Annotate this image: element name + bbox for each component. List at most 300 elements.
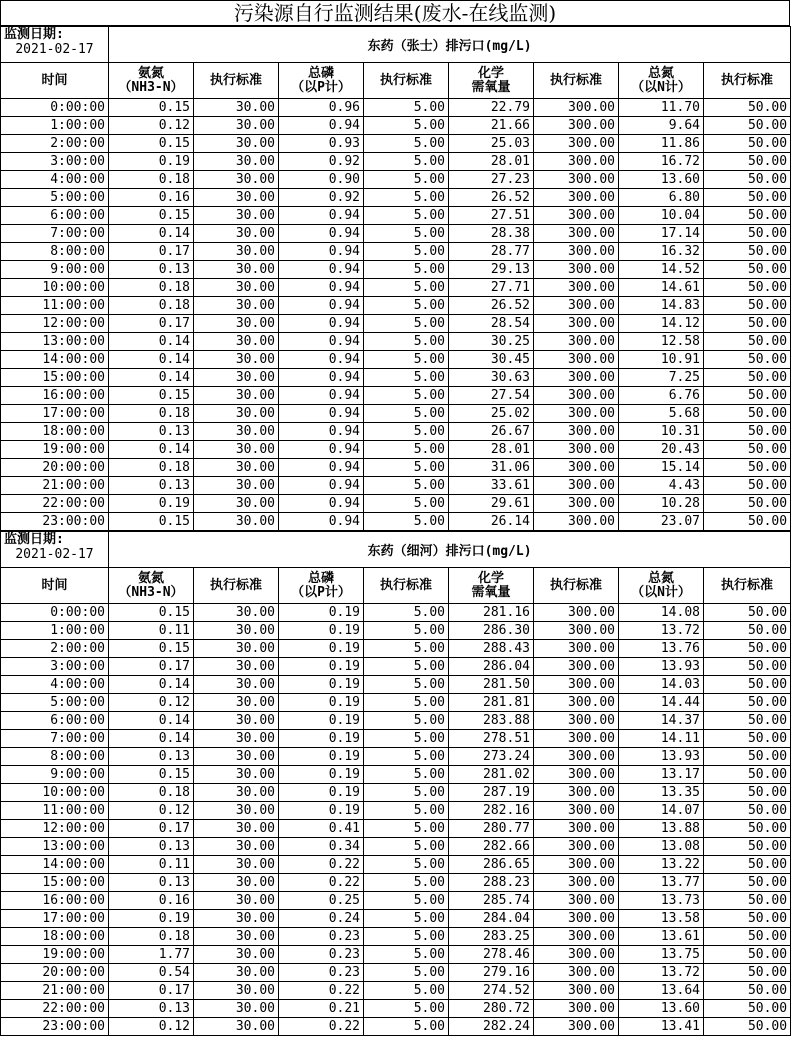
- value-cell: 30.00: [194, 315, 279, 333]
- monitoring-table: [0, 531, 791, 1036]
- value-cell: 21.66: [449, 117, 534, 135]
- monitoring-date-cell: [1, 27, 109, 63]
- value-cell: 300.00: [534, 117, 619, 135]
- time-cell: 17:00:00: [1, 910, 109, 928]
- monitoring-table: [0, 26, 791, 531]
- time-cell: 18:00:00: [1, 928, 109, 946]
- date-value: 2021-02-17: [15, 547, 94, 562]
- value-cell: 50.00: [704, 658, 791, 676]
- report-title: 污染源自行监测结果(废水-在线监测): [0, 0, 790, 26]
- value-cell: 30.00: [194, 171, 279, 189]
- value-cell: 5.00: [364, 135, 449, 153]
- table-row: [1, 513, 791, 531]
- value-cell: 13.22: [619, 856, 704, 874]
- value-cell: 5.00: [364, 279, 449, 297]
- value-cell: 0.94: [279, 117, 364, 135]
- value-cell: 0.18: [109, 171, 194, 189]
- value-cell: 282.24: [449, 1018, 534, 1036]
- value-cell: 14.61: [619, 279, 704, 297]
- value-cell: 0.19: [279, 748, 364, 766]
- value-cell: 28.38: [449, 225, 534, 243]
- time-cell: 1:00:00: [1, 622, 109, 640]
- value-cell: 13.88: [619, 820, 704, 838]
- value-cell: 0.23: [279, 946, 364, 964]
- value-cell: 20.43: [619, 441, 704, 459]
- time-cell: 21:00:00: [1, 477, 109, 495]
- value-cell: 300.00: [534, 153, 619, 171]
- value-cell: 10.28: [619, 495, 704, 513]
- table-row: [1, 676, 791, 694]
- value-cell: 30.00: [194, 910, 279, 928]
- time-cell: 9:00:00: [1, 766, 109, 784]
- value-cell: 22.79: [449, 99, 534, 117]
- value-cell: 300.00: [534, 207, 619, 225]
- value-cell: 13.08: [619, 838, 704, 856]
- time-cell: 7:00:00: [1, 730, 109, 748]
- value-cell: 27.71: [449, 279, 534, 297]
- value-cell: 13.41: [619, 1018, 704, 1036]
- value-cell: 0.54: [109, 964, 194, 982]
- table-row: [1, 766, 791, 784]
- value-cell: 13.60: [619, 171, 704, 189]
- header-nitrogen-line: （以N计）: [631, 79, 691, 95]
- value-cell: 0.19: [279, 784, 364, 802]
- value-cell: 0.94: [279, 243, 364, 261]
- header-standard: 执行标准: [194, 568, 279, 604]
- table-row: [1, 333, 791, 351]
- value-cell: 0.22: [279, 856, 364, 874]
- value-cell: 5.00: [364, 297, 449, 315]
- table-row: [1, 1000, 791, 1018]
- date-label: 监测日期:: [4, 27, 64, 42]
- value-cell: 300.00: [534, 279, 619, 297]
- value-cell: 0.19: [279, 694, 364, 712]
- value-cell: 5.00: [364, 441, 449, 459]
- time-cell: 19:00:00: [1, 946, 109, 964]
- value-cell: 5.00: [364, 712, 449, 730]
- value-cell: 5.00: [364, 225, 449, 243]
- value-cell: 16.32: [619, 243, 704, 261]
- value-cell: 300.00: [534, 315, 619, 333]
- table-row: [1, 99, 791, 117]
- table-row: [1, 964, 791, 982]
- value-cell: 0.18: [109, 405, 194, 423]
- header-nitrogen-line: （以N计）: [631, 584, 691, 600]
- time-cell: 2:00:00: [1, 135, 109, 153]
- value-cell: 5.00: [364, 874, 449, 892]
- value-cell: 9.64: [619, 117, 704, 135]
- value-cell: 0.25: [279, 892, 364, 910]
- value-cell: 50.00: [704, 333, 791, 351]
- value-cell: 0.15: [109, 387, 194, 405]
- value-cell: 300.00: [534, 1000, 619, 1018]
- value-cell: 50.00: [704, 153, 791, 171]
- value-cell: 30.00: [194, 117, 279, 135]
- time-cell: 12:00:00: [1, 820, 109, 838]
- header-ammonia: [109, 63, 194, 99]
- value-cell: 300.00: [534, 261, 619, 279]
- value-cell: 27.54: [449, 387, 534, 405]
- table-row: [1, 622, 791, 640]
- value-cell: 5.00: [364, 1018, 449, 1036]
- value-cell: 300.00: [534, 1018, 619, 1036]
- value-cell: 5.00: [364, 387, 449, 405]
- site-name: 东药（细河）排污口(mg/L): [109, 532, 791, 568]
- value-cell: 300.00: [534, 477, 619, 495]
- date-label: 监测日期:: [4, 532, 64, 547]
- table-row: [1, 730, 791, 748]
- table-row: [1, 946, 791, 964]
- value-cell: 0.19: [109, 153, 194, 171]
- value-cell: 30.00: [194, 225, 279, 243]
- value-cell: 30.00: [194, 748, 279, 766]
- value-cell: 5.00: [364, 676, 449, 694]
- time-cell: 12:00:00: [1, 315, 109, 333]
- value-cell: 5.00: [364, 117, 449, 135]
- value-cell: 30.00: [194, 640, 279, 658]
- time-cell: 0:00:00: [1, 604, 109, 622]
- value-cell: 300.00: [534, 495, 619, 513]
- value-cell: 300.00: [534, 856, 619, 874]
- value-cell: 50.00: [704, 459, 791, 477]
- value-cell: 5.00: [364, 820, 449, 838]
- value-cell: 300.00: [534, 387, 619, 405]
- value-cell: 30.00: [194, 279, 279, 297]
- value-cell: 300.00: [534, 333, 619, 351]
- value-cell: 30.00: [194, 982, 279, 1000]
- header-ammonia-line: （NH3-N）: [118, 79, 184, 95]
- value-cell: 30.00: [194, 928, 279, 946]
- value-cell: 13.17: [619, 766, 704, 784]
- time-cell: 4:00:00: [1, 676, 109, 694]
- header-nitrogen-line: 总氮: [647, 570, 674, 586]
- value-cell: 281.50: [449, 676, 534, 694]
- value-cell: 50.00: [704, 622, 791, 640]
- table-row: [1, 261, 791, 279]
- value-cell: 0.17: [109, 315, 194, 333]
- table-row: [1, 874, 791, 892]
- value-cell: 50.00: [704, 243, 791, 261]
- table-row: [1, 351, 791, 369]
- value-cell: 0.19: [279, 730, 364, 748]
- value-cell: 300.00: [534, 712, 619, 730]
- value-cell: 50.00: [704, 351, 791, 369]
- header-standard: 执行标准: [534, 568, 619, 604]
- value-cell: 5.00: [364, 405, 449, 423]
- value-cell: 300.00: [534, 441, 619, 459]
- value-cell: 30.00: [194, 658, 279, 676]
- value-cell: 300.00: [534, 604, 619, 622]
- value-cell: 5.00: [364, 910, 449, 928]
- value-cell: 300.00: [534, 874, 619, 892]
- value-cell: 274.52: [449, 982, 534, 1000]
- value-cell: 5.00: [364, 928, 449, 946]
- value-cell: 33.61: [449, 477, 534, 495]
- value-cell: 25.02: [449, 405, 534, 423]
- table-row: [1, 297, 791, 315]
- value-cell: 30.00: [194, 892, 279, 910]
- table-row: [1, 243, 791, 261]
- time-cell: 20:00:00: [1, 964, 109, 982]
- value-cell: 16.72: [619, 153, 704, 171]
- value-cell: 5.68: [619, 405, 704, 423]
- value-cell: 281.81: [449, 694, 534, 712]
- table-row: [1, 802, 791, 820]
- value-cell: 0.19: [279, 622, 364, 640]
- time-cell: 16:00:00: [1, 892, 109, 910]
- value-cell: 279.16: [449, 964, 534, 982]
- table-row: [1, 423, 791, 441]
- time-cell: 1:00:00: [1, 117, 109, 135]
- value-cell: 0.94: [279, 423, 364, 441]
- value-cell: 7.25: [619, 369, 704, 387]
- table-row: [1, 279, 791, 297]
- value-cell: 50.00: [704, 225, 791, 243]
- value-cell: 5.00: [364, 946, 449, 964]
- value-cell: 0.16: [109, 189, 194, 207]
- value-cell: 0.94: [279, 315, 364, 333]
- value-cell: 50.00: [704, 928, 791, 946]
- value-cell: 27.51: [449, 207, 534, 225]
- value-cell: 50.00: [704, 766, 791, 784]
- value-cell: 14.12: [619, 315, 704, 333]
- value-cell: 5.00: [364, 766, 449, 784]
- value-cell: 26.52: [449, 297, 534, 315]
- time-cell: 9:00:00: [1, 261, 109, 279]
- header-time: 时间: [1, 63, 109, 99]
- value-cell: 30.00: [194, 1018, 279, 1036]
- value-cell: 0.18: [109, 928, 194, 946]
- time-cell: 3:00:00: [1, 658, 109, 676]
- value-cell: 13.64: [619, 982, 704, 1000]
- value-cell: 0.19: [279, 604, 364, 622]
- header-cod-line: 需氧量: [471, 79, 511, 95]
- time-cell: 14:00:00: [1, 351, 109, 369]
- time-cell: 3:00:00: [1, 153, 109, 171]
- value-cell: 280.77: [449, 820, 534, 838]
- value-cell: 284.04: [449, 910, 534, 928]
- time-cell: 11:00:00: [1, 802, 109, 820]
- value-cell: 1.77: [109, 946, 194, 964]
- value-cell: 0.19: [279, 712, 364, 730]
- header-nitrogen: [619, 63, 704, 99]
- value-cell: 50.00: [704, 279, 791, 297]
- table-row: [1, 315, 791, 333]
- value-cell: 10.04: [619, 207, 704, 225]
- value-cell: 300.00: [534, 189, 619, 207]
- value-cell: 50.00: [704, 513, 791, 531]
- value-cell: 300.00: [534, 766, 619, 784]
- value-cell: 50.00: [704, 964, 791, 982]
- value-cell: 0.94: [279, 225, 364, 243]
- value-cell: 29.13: [449, 261, 534, 279]
- time-cell: 19:00:00: [1, 441, 109, 459]
- time-cell: 18:00:00: [1, 423, 109, 441]
- value-cell: 15.14: [619, 459, 704, 477]
- column-header-row: [1, 63, 791, 99]
- value-cell: 50.00: [704, 423, 791, 441]
- time-cell: 21:00:00: [1, 982, 109, 1000]
- value-cell: 50.00: [704, 189, 791, 207]
- value-cell: 0.15: [109, 640, 194, 658]
- value-cell: 0.17: [109, 243, 194, 261]
- value-cell: 281.16: [449, 604, 534, 622]
- value-cell: 300.00: [534, 99, 619, 117]
- time-cell: 15:00:00: [1, 369, 109, 387]
- value-cell: 300.00: [534, 135, 619, 153]
- table-row: [1, 135, 791, 153]
- value-cell: 13.76: [619, 640, 704, 658]
- value-cell: 0.14: [109, 730, 194, 748]
- value-cell: 30.00: [194, 495, 279, 513]
- value-cell: 0.41: [279, 820, 364, 838]
- value-cell: 28.54: [449, 315, 534, 333]
- header-phosphorus: [279, 63, 364, 99]
- value-cell: 30.00: [194, 676, 279, 694]
- value-cell: 30.00: [194, 189, 279, 207]
- value-cell: 0.14: [109, 712, 194, 730]
- value-cell: 0.94: [279, 279, 364, 297]
- time-cell: 8:00:00: [1, 243, 109, 261]
- value-cell: 30.00: [194, 730, 279, 748]
- value-cell: 0.18: [109, 279, 194, 297]
- value-cell: 0.90: [279, 171, 364, 189]
- header-cod-line: 化学: [477, 570, 504, 586]
- value-cell: 50.00: [704, 387, 791, 405]
- table-row: [1, 838, 791, 856]
- value-cell: 0.94: [279, 297, 364, 315]
- time-cell: 10:00:00: [1, 279, 109, 297]
- value-cell: 285.74: [449, 892, 534, 910]
- value-cell: 13.93: [619, 748, 704, 766]
- value-cell: 300.00: [534, 369, 619, 387]
- value-cell: 0.22: [279, 874, 364, 892]
- value-cell: 30.00: [194, 333, 279, 351]
- table-row: [1, 694, 791, 712]
- table-row: [1, 459, 791, 477]
- value-cell: 29.61: [449, 495, 534, 513]
- time-cell: 15:00:00: [1, 874, 109, 892]
- value-cell: 50.00: [704, 99, 791, 117]
- value-cell: 300.00: [534, 423, 619, 441]
- value-cell: 50.00: [704, 730, 791, 748]
- value-cell: 10.91: [619, 351, 704, 369]
- value-cell: 50.00: [704, 910, 791, 928]
- value-cell: 0.13: [109, 423, 194, 441]
- value-cell: 30.00: [194, 387, 279, 405]
- value-cell: 0.15: [109, 135, 194, 153]
- value-cell: 0.13: [109, 874, 194, 892]
- value-cell: 0.13: [109, 838, 194, 856]
- value-cell: 300.00: [534, 946, 619, 964]
- header-phosphorus-line: （以P计）: [291, 584, 351, 600]
- header-cod-line: 化学: [477, 65, 504, 81]
- value-cell: 13.72: [619, 964, 704, 982]
- value-cell: 288.43: [449, 640, 534, 658]
- value-cell: 5.00: [364, 856, 449, 874]
- value-cell: 30.00: [194, 441, 279, 459]
- value-cell: 300.00: [534, 171, 619, 189]
- value-cell: 0.19: [279, 766, 364, 784]
- table-row: [1, 784, 791, 802]
- value-cell: 286.65: [449, 856, 534, 874]
- value-cell: 300.00: [534, 640, 619, 658]
- value-cell: 0.19: [109, 495, 194, 513]
- time-cell: 17:00:00: [1, 405, 109, 423]
- value-cell: 300.00: [534, 658, 619, 676]
- value-cell: 280.72: [449, 1000, 534, 1018]
- value-cell: 13.61: [619, 928, 704, 946]
- value-cell: 0.94: [279, 333, 364, 351]
- value-cell: 300.00: [534, 784, 619, 802]
- value-cell: 30.00: [194, 459, 279, 477]
- value-cell: 5.00: [364, 964, 449, 982]
- value-cell: 13.60: [619, 1000, 704, 1018]
- value-cell: 0.13: [109, 477, 194, 495]
- value-cell: 300.00: [534, 928, 619, 946]
- value-cell: 50.00: [704, 207, 791, 225]
- table-row: [1, 820, 791, 838]
- value-cell: 17.14: [619, 225, 704, 243]
- value-cell: 5.00: [364, 333, 449, 351]
- value-cell: 0.14: [109, 441, 194, 459]
- value-cell: 30.00: [194, 712, 279, 730]
- header-phosphorus-line: 总磷: [307, 65, 334, 81]
- value-cell: 5.00: [364, 982, 449, 1000]
- time-cell: 14:00:00: [1, 856, 109, 874]
- value-cell: 300.00: [534, 459, 619, 477]
- header-cod-line: 需氧量: [471, 584, 511, 600]
- table-row: [1, 856, 791, 874]
- value-cell: 11.70: [619, 99, 704, 117]
- value-cell: 278.46: [449, 946, 534, 964]
- value-cell: 30.00: [194, 604, 279, 622]
- value-cell: 300.00: [534, 748, 619, 766]
- table-row: [1, 982, 791, 1000]
- table-row: [1, 477, 791, 495]
- value-cell: 13.77: [619, 874, 704, 892]
- value-cell: 300.00: [534, 351, 619, 369]
- value-cell: 30.00: [194, 784, 279, 802]
- header-ammonia-line: 氨氮: [137, 65, 164, 81]
- value-cell: 31.06: [449, 459, 534, 477]
- value-cell: 300.00: [534, 802, 619, 820]
- value-cell: 283.25: [449, 928, 534, 946]
- value-cell: 50.00: [704, 694, 791, 712]
- value-cell: 50.00: [704, 405, 791, 423]
- value-cell: 25.03: [449, 135, 534, 153]
- header-phosphorus: [279, 568, 364, 604]
- table-row: [1, 369, 791, 387]
- value-cell: 300.00: [534, 513, 619, 531]
- value-cell: 300.00: [534, 225, 619, 243]
- table-row: [1, 712, 791, 730]
- value-cell: 300.00: [534, 892, 619, 910]
- value-cell: 30.00: [194, 243, 279, 261]
- header-phosphorus-line: 总磷: [307, 570, 334, 586]
- value-cell: 12.58: [619, 333, 704, 351]
- value-cell: 0.18: [109, 297, 194, 315]
- monitoring-date-cell: [1, 532, 109, 568]
- value-cell: 50.00: [704, 982, 791, 1000]
- value-cell: 0.34: [279, 838, 364, 856]
- time-cell: 0:00:00: [1, 99, 109, 117]
- value-cell: 30.00: [194, 1000, 279, 1018]
- value-cell: 5.00: [364, 802, 449, 820]
- table-row: [1, 748, 791, 766]
- time-cell: 2:00:00: [1, 640, 109, 658]
- value-cell: 5.00: [364, 658, 449, 676]
